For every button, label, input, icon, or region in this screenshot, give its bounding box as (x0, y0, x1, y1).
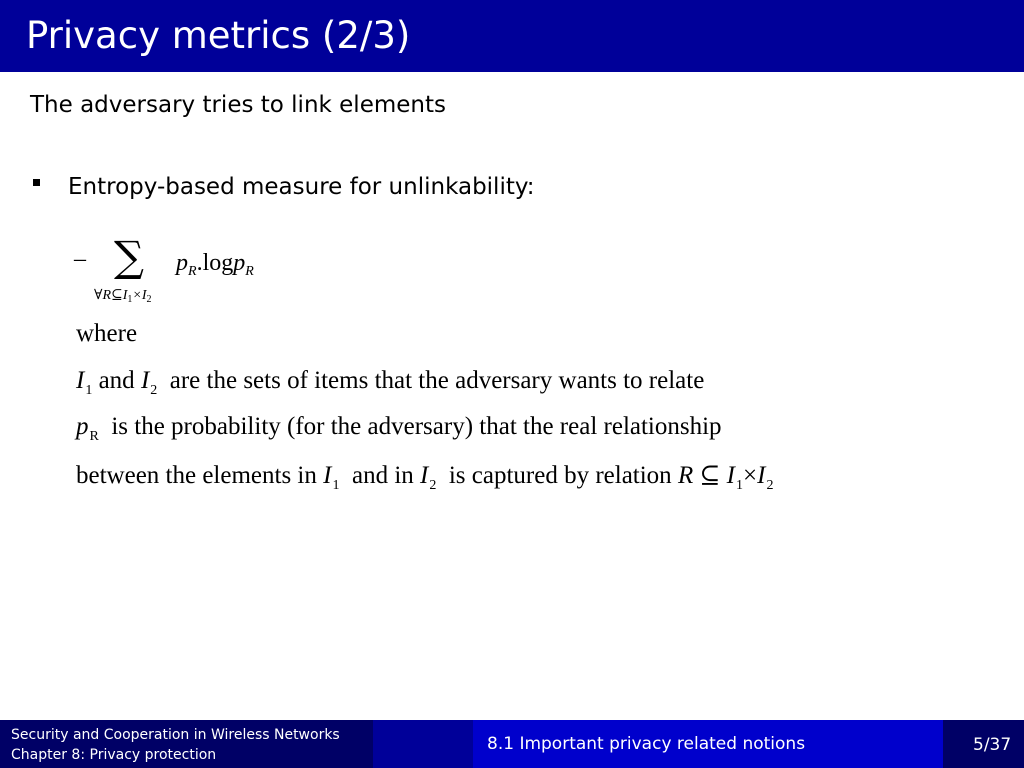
i2-symbol: I (140, 367, 150, 394)
sum-index-sub1: 1 (127, 294, 133, 305)
title-bar (0, 0, 1024, 72)
footer-page-block (943, 720, 1024, 768)
formula-sum-symbol: ∑ (114, 232, 144, 281)
between-text3: is captured by relation (448, 462, 672, 489)
sum-index-main: ∀R⊆I (94, 288, 128, 303)
term-p: p (176, 250, 188, 276)
between-text2: and in (351, 462, 414, 489)
term-p2: p (233, 250, 246, 276)
and-text: and (98, 367, 135, 394)
between-i1: I (323, 462, 332, 489)
term-log: .log (196, 250, 234, 276)
between-i2: I (420, 462, 429, 489)
times-symbol: × (743, 462, 758, 489)
between-text1: between the elements in (76, 462, 317, 489)
page-number: 5/37 (973, 735, 1012, 755)
sum-index-times: ×I (132, 288, 147, 303)
footer-course: Security and Cooperation in Wireless Networks (11, 727, 340, 743)
between-i4-sub: 2 (766, 478, 774, 493)
sets-line (76, 367, 705, 398)
footer-gap (373, 720, 473, 768)
slide-title: Privacy metrics (2/3) (26, 14, 411, 57)
intro-text: The adversary tries to link elements (30, 92, 446, 118)
footer-chapter: Chapter 8: Privacy protection (11, 747, 217, 763)
formula-term (176, 250, 254, 277)
where-text: where (76, 320, 138, 347)
p-sub: R (89, 429, 99, 444)
formula-sum-index (94, 287, 152, 304)
bullet-text: Entropy-based measure for unlinkability: (68, 174, 535, 200)
bullet-square-icon (33, 179, 40, 186)
between-line (76, 460, 774, 493)
sum-index-sub2: 2 (146, 294, 152, 305)
formula-minus: – (74, 246, 86, 272)
p-symbol: p (76, 413, 89, 440)
footer-section-block (473, 720, 943, 768)
between-i1-sub: 1 (332, 478, 340, 493)
between-i2-sub: 2 (429, 478, 437, 493)
between-i4: I (757, 462, 766, 489)
probability-description: is the probability (for the adversary) that the real relationship (111, 413, 722, 440)
footer-course-block (0, 720, 373, 768)
relation-r: R (677, 462, 694, 489)
i1-symbol: I (76, 367, 85, 394)
footer-section: 8.1 Important privacy related notions (487, 734, 806, 754)
term-sub-r: R (188, 264, 197, 279)
footer-bar (0, 720, 1024, 768)
between-i3-sub: 1 (736, 478, 743, 493)
i2-sub: 2 (150, 383, 158, 398)
term-sub-r2: R (245, 264, 254, 279)
between-i3: I (726, 462, 735, 489)
subset-symbol: ⊆ (699, 462, 721, 489)
i1-sub: 1 (85, 383, 93, 398)
sets-description: are the sets of items that the adversary wants to relate (169, 367, 705, 394)
probability-line (76, 413, 722, 444)
